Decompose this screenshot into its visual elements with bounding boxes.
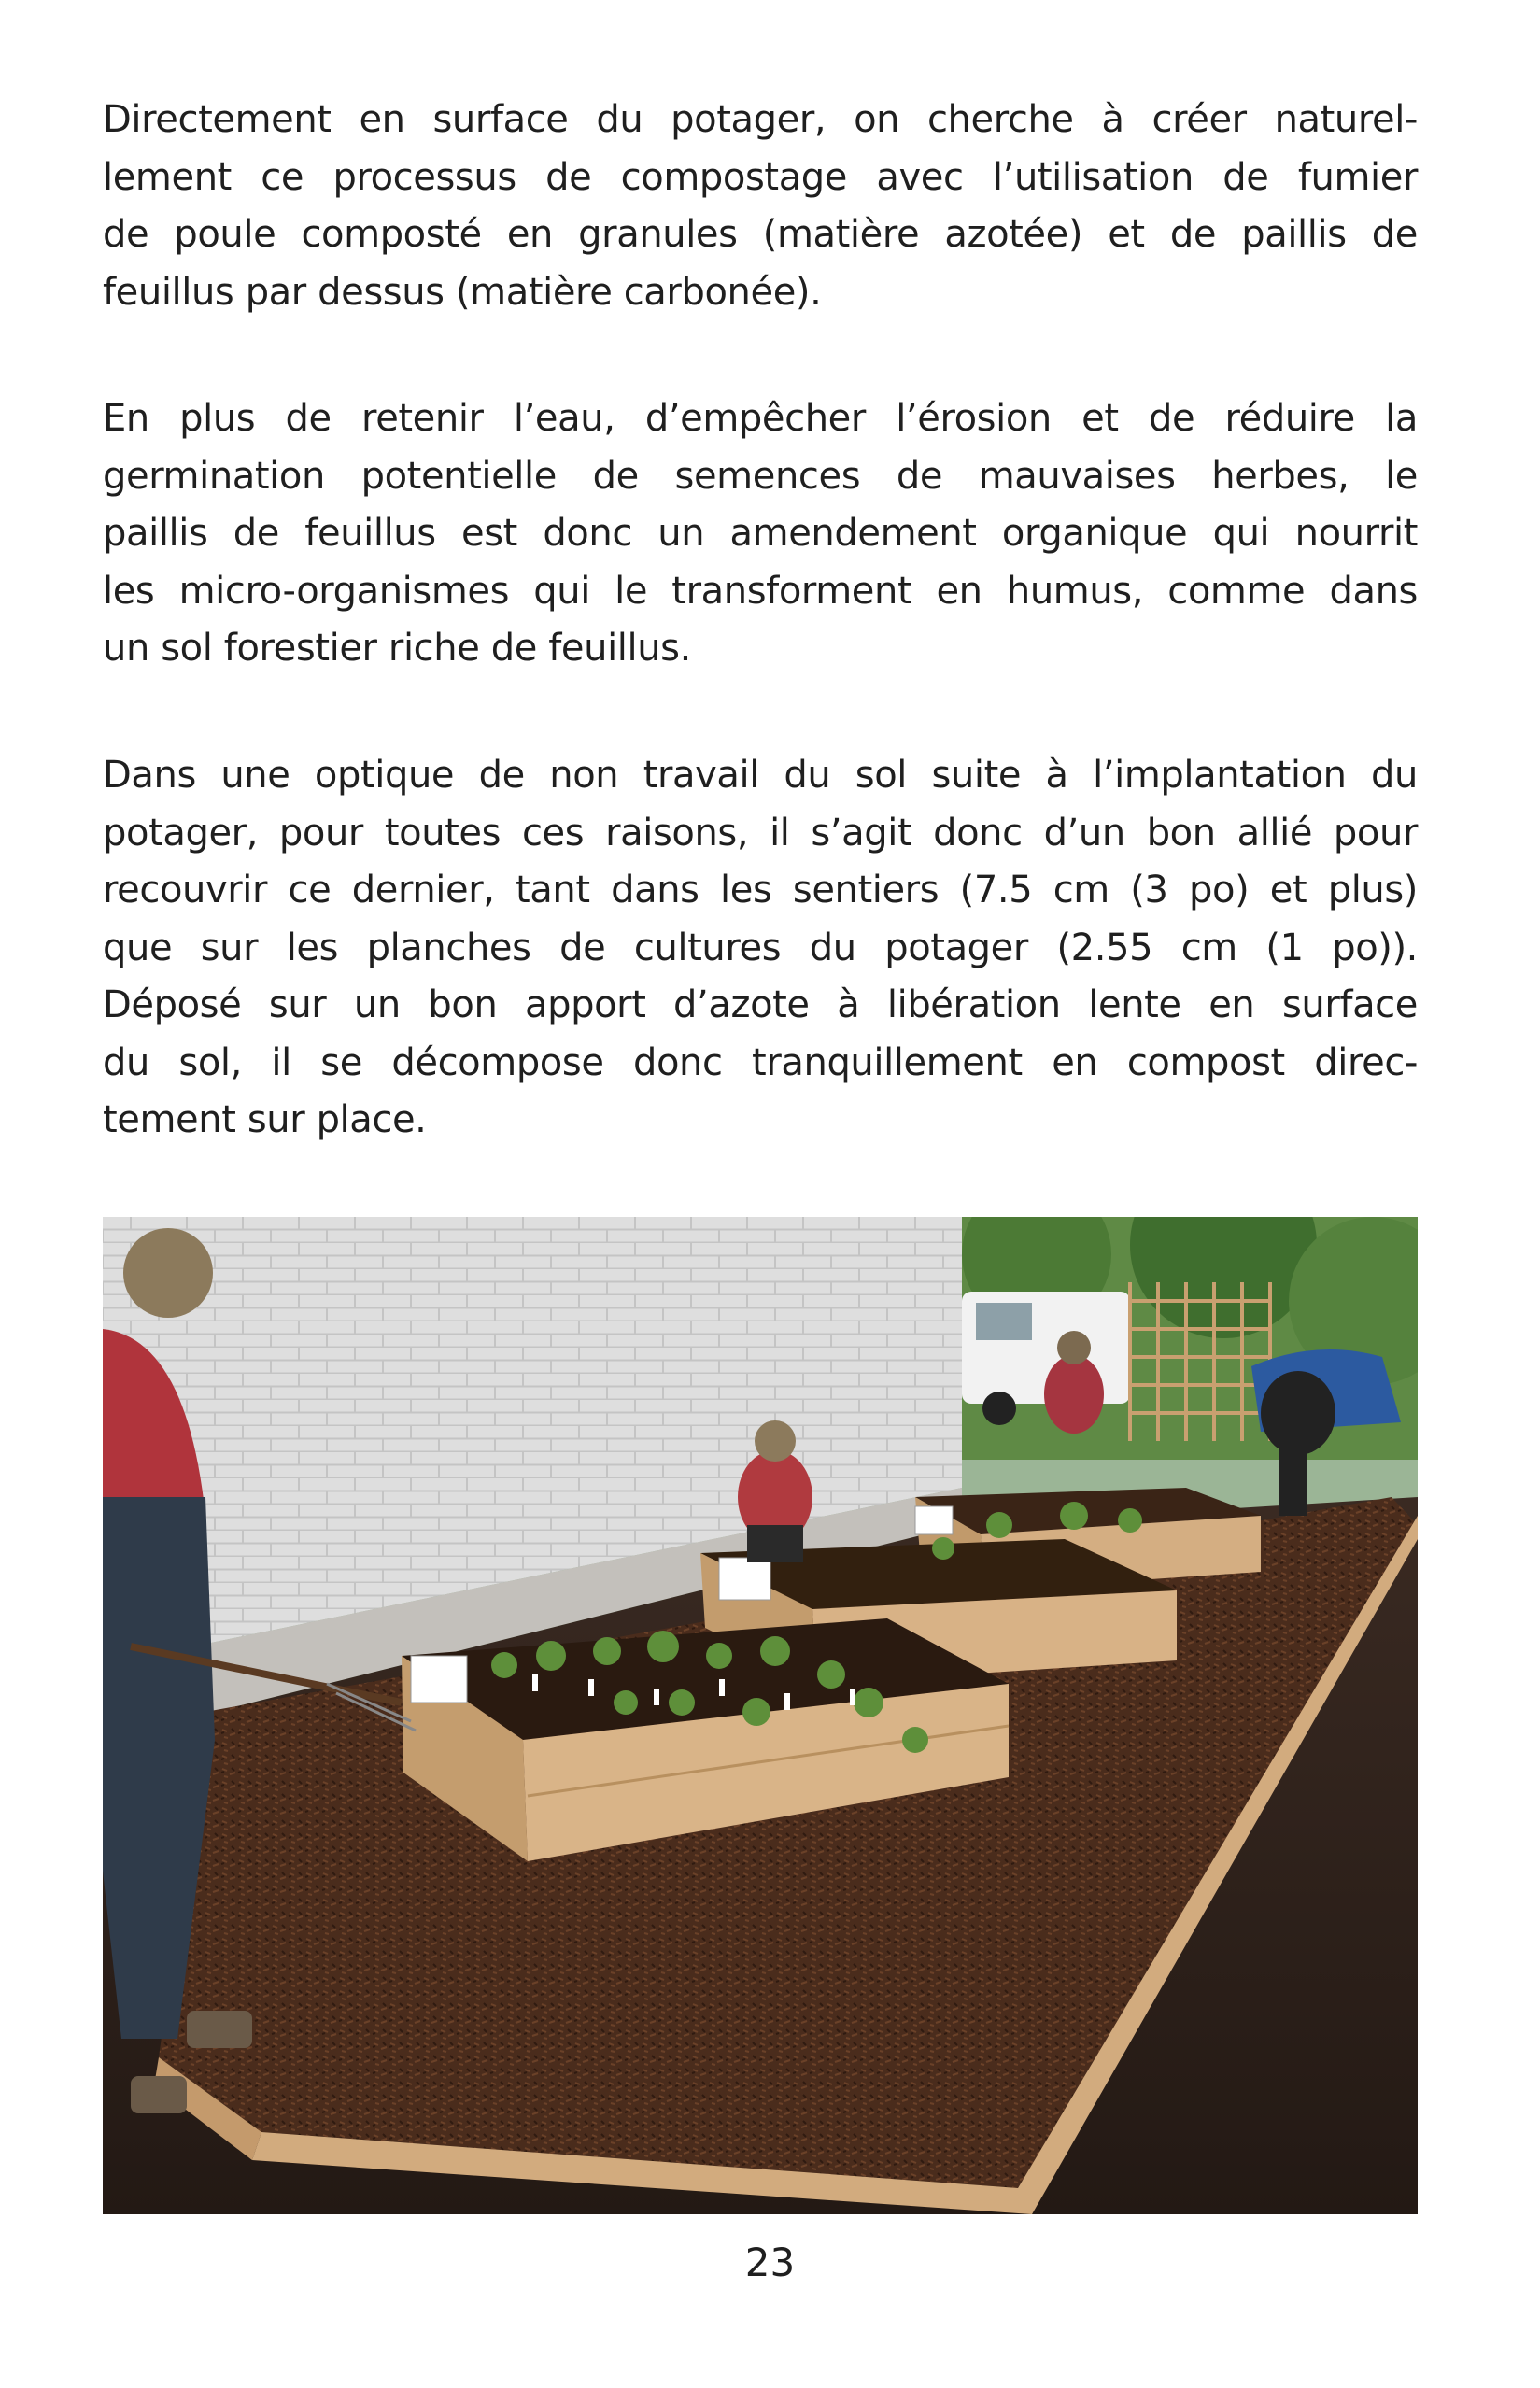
- paragraph-line: du sol, il se décompose donc tranquillement en compost direc-: [103, 1040, 1418, 1084]
- paragraph-line: que sur les planches de cultures du potager (2.55 cm (1 po)).: [103, 926, 1418, 969]
- bed-sign: [719, 1558, 770, 1600]
- bed-sign: [915, 1506, 953, 1534]
- paragraph-line: feuillus par dessus (matière carbonée).: [103, 270, 822, 314]
- paragraph-line: Directement en surface du potager, on cherche à créer naturel-: [103, 98, 1418, 141]
- paragraph-line: En plus de retenir l’eau, d’empêcher l’érosion et de réduire la: [103, 397, 1418, 440]
- paragraph-line: tement sur place.: [103, 1098, 427, 1141]
- paragraph-line: les micro-organismes qui le transforment en humus, comme dans: [103, 569, 1418, 613]
- paragraph-2: [103, 390, 1418, 678]
- paragraph-line: lement ce processus de compostage avec l’utilisation de fumier: [103, 155, 1418, 199]
- paragraph-line: paillis de feuillus est donc un amendement organique qui nourrit: [103, 512, 1418, 555]
- paragraph-line: Dans une optique de non travail du sol suite à l’implantation du: [103, 754, 1418, 797]
- bed-sign: [411, 1656, 467, 1703]
- paragraph-3: [103, 747, 1418, 1150]
- paragraph-1: [103, 92, 1418, 321]
- garden-photo: [103, 1217, 1418, 2214]
- paragraph-line: recouvrir ce dernier, tant dans les sentiers (7.5 cm (3 po) et plus): [103, 869, 1418, 911]
- paragraph-line: de poule composté en granules (matière azotée) et de paillis de: [103, 213, 1418, 256]
- paragraph-line: germination potentielle de semences de mauvaises herbes, le: [103, 454, 1418, 498]
- page-number: 23: [744, 2240, 796, 2285]
- paragraph-line: Déposé sur un bon apport d’azote à libération lente en surface: [103, 983, 1418, 1026]
- paragraph-line: un sol forestier riche de feuillus.: [103, 627, 691, 670]
- paragraph-line: potager, pour toutes ces raisons, il s’agit donc d’un bon allié pour: [103, 811, 1418, 855]
